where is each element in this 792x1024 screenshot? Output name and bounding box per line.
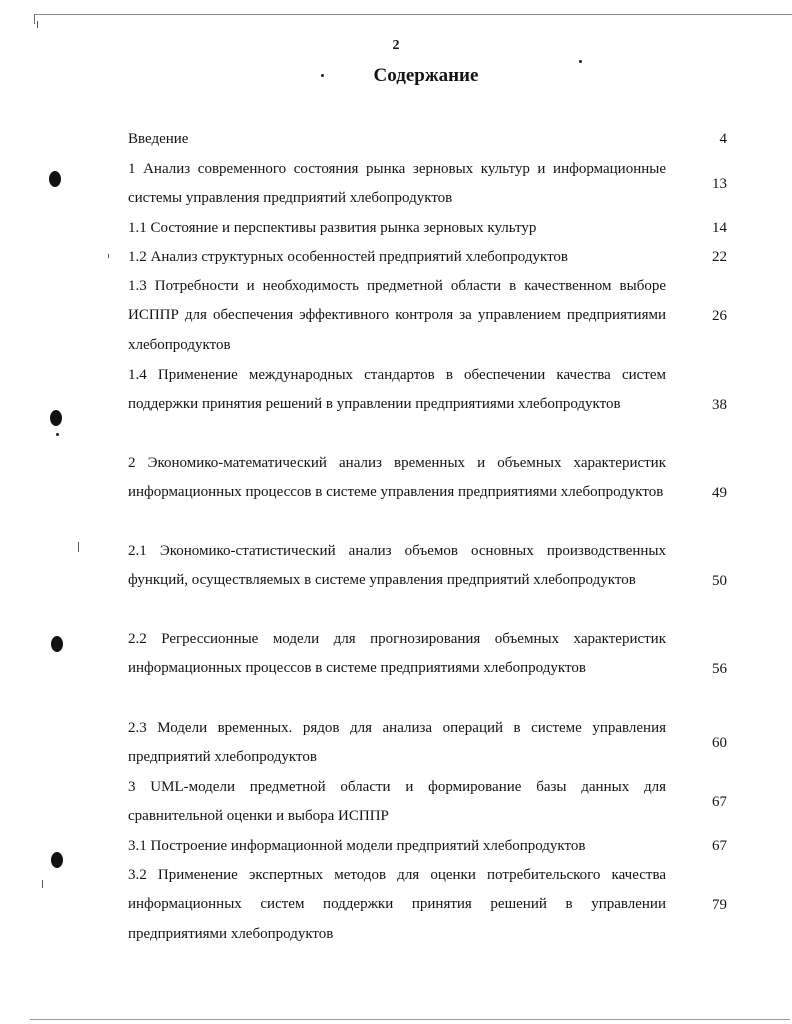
toc-entry-title: 1.2 Анализ структурных особенностей предприятий хлебопродуктов [128, 249, 569, 265]
toc-entry-title: 3.1 Построение информационной модели предприятий хлебопродуктов [128, 838, 586, 854]
toc-entry-page: 67 [712, 794, 727, 810]
page-number: 2 [392, 38, 400, 53]
scan-speck [108, 254, 109, 258]
toc-entry-title: 2.2 Регрессионные модели для прогнозирования объемных характеристик информационных процессов в системе предприятиями хлебопродуктов [128, 631, 666, 677]
toc-entry-page: 13 [712, 176, 727, 192]
binder-hole-mark [49, 171, 61, 187]
toc-entry-title: 2.1 Экономико-статистический анализ объемов основных производственных функций, осуществляемых в системе управления предприятий хлебопродуктов [128, 543, 666, 589]
toc-entry-page: 67 [712, 838, 727, 854]
toc-entry-page: 60 [712, 735, 727, 751]
binder-hole-mark [51, 636, 63, 652]
toc-entry-page: 22 [712, 249, 727, 265]
toc-entry-page: 49 [712, 485, 727, 501]
scan-speck [42, 880, 43, 888]
scan-speck [56, 433, 59, 436]
toc-entry [128, 625, 728, 684]
toc-entry-title: 3 UML-модели предметной области и формирование базы данных для сравнительной оценки и выбора ИСППР [128, 779, 666, 825]
toc-entry [128, 125, 728, 154]
toc-entry-title: Введение [128, 131, 189, 147]
scan-speck [579, 60, 582, 63]
toc-entry-title: 1.4 Применение международных стандартов в обеспечении качества систем поддержки принятия решений в управлении предприятиями хлебопродуктов [128, 367, 666, 413]
toc-entry [128, 243, 728, 272]
scan-border-top [34, 14, 792, 15]
toc-entry [128, 449, 728, 508]
scan-border-bottom [30, 1019, 790, 1020]
toc-entry-title: 1 Анализ современного состояния рынка зерновых культур и информационные системы управления предприятий хлебопродуктов [128, 161, 666, 207]
toc-entry-title: 3.2 Применение экспертных методов для оценки потребительского качества информационных систем поддержки принятия решений в управлении предприятиями хлебопродуктов [128, 867, 666, 942]
toc-entry-page: 50 [712, 573, 727, 589]
scan-speck [37, 21, 38, 28]
toc-entry [128, 155, 728, 214]
scan-border-left [34, 14, 35, 24]
toc-entry [128, 214, 728, 243]
toc-entry [128, 714, 728, 773]
toc-entry-page: 4 [719, 131, 727, 147]
toc-entry [128, 832, 728, 861]
toc-entry [128, 361, 728, 420]
toc-entry-title: 1.3 Потребности и необходимость предметной области в качественном выборе ИСППР для обеспечения эффективного контроля за управлением предприятиями хлебопродуктов [128, 278, 666, 353]
toc-entry-page: 38 [712, 397, 727, 413]
toc-entry-page: 26 [712, 308, 727, 324]
page-title: Содержание [373, 65, 479, 86]
toc-entry-page: 79 [712, 897, 727, 913]
scan-speck [78, 542, 79, 552]
toc-entry [128, 272, 728, 360]
toc-entry [128, 537, 728, 596]
toc-entry-page: 14 [712, 220, 727, 236]
toc-entry-page: 56 [712, 661, 727, 677]
binder-hole-mark [50, 410, 62, 426]
toc-entry [128, 861, 728, 949]
toc-entry-title: 2.3 Модели временных. рядов для анализа операций в системе управления предприятий хлебопродуктов [128, 720, 666, 766]
binder-hole-mark [51, 852, 63, 868]
toc-entry [128, 773, 728, 832]
toc-entry-title: 1.1 Состояние и перспективы развития рынка зерновых культур [128, 220, 537, 236]
toc-entry-title: 2 Экономико-математический анализ временных и объемных характеристик информационных процессов в системе управления предприятиями хлебопродуктов [128, 455, 666, 501]
